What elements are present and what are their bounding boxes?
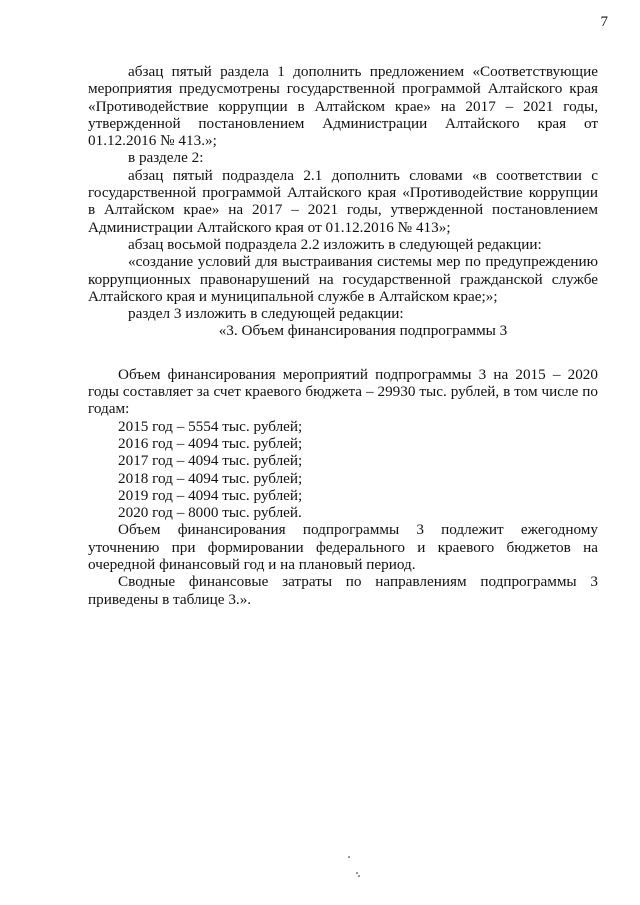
scan-specks (346, 852, 366, 882)
paragraph-table-reference: Сводные финансовые затраты по направлениям подпрограммы 3 приведены в таблице 3.». (88, 573, 598, 608)
financing-intro: Объем финансирования мероприятий подпрограммы 3 на 2015 – 2020 годы составляет за счет краевого бюджета – 29930 тыс. рублей, в том числе по годам: (88, 365, 598, 418)
section-heading: «3. Объем финансирования подпрограммы 3 (218, 322, 508, 340)
year-item-2016: 2016 год – 4094 тыс. рублей; (118, 434, 303, 452)
paragraph-section2-intro: в разделе 2: (128, 149, 204, 167)
paragraph-annual-adjustment: Объем финансирования подпрограммы 3 подлежит ежегодному уточнению при формировании федерального и краевого бюджетов на очередной финансовый год и на плановый период. (88, 521, 598, 574)
year-item-2015: 2015 год – 5554 тыс. рублей; (118, 417, 303, 435)
paragraph-section1-amendment: абзац пятый раздела 1 дополнить предложением «Соответствующие мероприятия предусмотрены государственной программой Алтайского края «Противодействие коррупции в Алтайском крае» на 2017 – 2021 годы, утвержденной постановлением Администрации Алтайского края от 01.12.2016 № 413.»; (88, 63, 598, 150)
paragraph-subsection-2-1: абзац пятый подраздела 2.1 дополнить словами «в соответствии с государственной программой Алтайского края «Противодействие коррупции в Алтайском крае» на 2017 – 2021 годы, утвержденной постановлением Администрации Алтайского края от 01.12.2016 № 413»; (88, 166, 598, 236)
page-number: 7 (600, 14, 608, 30)
year-item-2018: 2018 год – 4094 тыс. рублей; (118, 469, 303, 487)
spacer (88, 340, 598, 366)
paragraph-section3-intro: раздел 3 изложить в следующей редакции: (128, 305, 404, 323)
document-body (88, 63, 598, 608)
year-item-2019: 2019 год – 4094 тыс. рублей; (118, 486, 303, 504)
year-item-2020: 2020 год – 8000 тыс. рублей. (118, 504, 302, 522)
years-list (88, 418, 598, 522)
year-item-2017: 2017 год – 4094 тыс. рублей; (118, 452, 303, 470)
paragraph-subsection-2-2: абзац восьмой подраздела 2.2 изложить в следующей редакции: (128, 235, 542, 253)
paragraph-new-wording: «создание условий для выстраивания системы мер по предупреждению коррупционных правонарушений на государственной гражданской службе Алтайского края и муниципальной службе в Алтайском крае;»; (88, 253, 598, 305)
